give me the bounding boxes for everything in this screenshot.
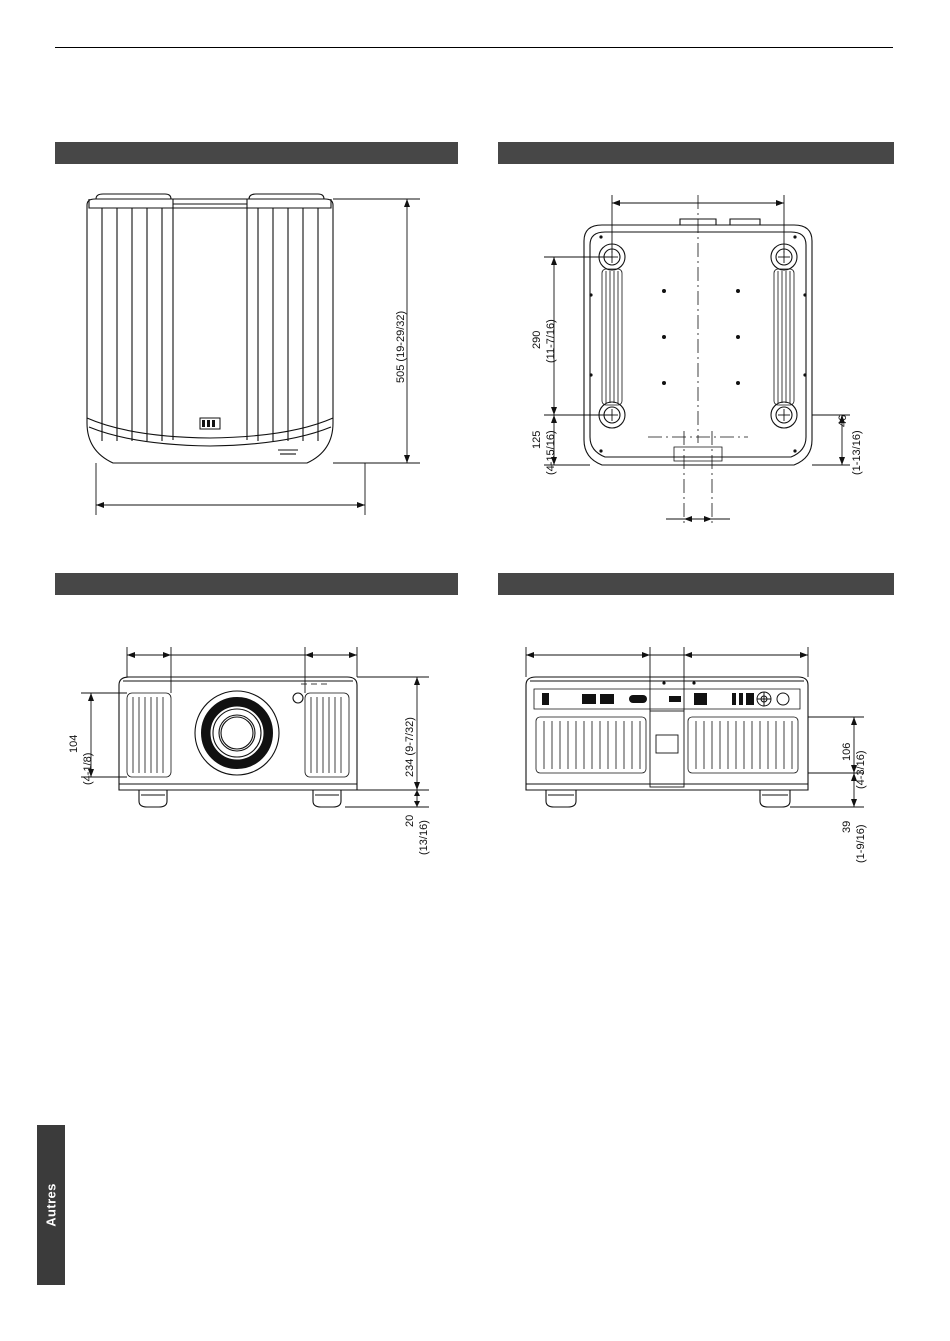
section-header-bar-front-elevation <box>55 573 458 595</box>
figure-bottom-view <box>498 175 894 555</box>
figure-front-view <box>55 175 458 555</box>
dimension-46-label: 46 <box>837 414 849 427</box>
figure-rear-elevation-view <box>498 605 894 895</box>
dimension-39-label: 39 <box>841 820 853 833</box>
dimension-125-inch-label: (4-15/16) <box>545 430 557 475</box>
dimension-20-inch-label: (13/16) <box>418 820 430 855</box>
dimension-46-inch-label: (1-13/16) <box>851 430 863 475</box>
side-tab-label: Autres <box>43 1183 59 1227</box>
figure-front-elevation-view <box>55 605 458 895</box>
dimension-234-label: 234 (9-7/32) <box>404 717 416 777</box>
section-header-bar-bottom-view <box>498 142 894 164</box>
section-header-bar-rear-elevation <box>498 573 894 595</box>
dimension-106-label: 106 <box>841 742 853 761</box>
dimension-104-inch-label: (4-1/8) <box>82 752 94 785</box>
dimension-290-label: 290 <box>531 330 543 349</box>
dimension-505-label: 505 (19-29/32) <box>395 310 407 383</box>
section-side-tab <box>37 1125 65 1285</box>
header-rule <box>55 47 893 48</box>
dimension-104-label: 104 <box>68 734 80 753</box>
dimension-125-label: 125 <box>531 430 543 449</box>
dimension-20-label: 20 <box>404 814 416 827</box>
dimension-106-inch-label: (4-3/16) <box>855 750 867 789</box>
section-header-bar-front-view <box>55 142 458 164</box>
dimension-290-inch-label: (11-7/16) <box>545 319 557 363</box>
dimension-39-inch-label: (1-9/16) <box>855 824 867 863</box>
